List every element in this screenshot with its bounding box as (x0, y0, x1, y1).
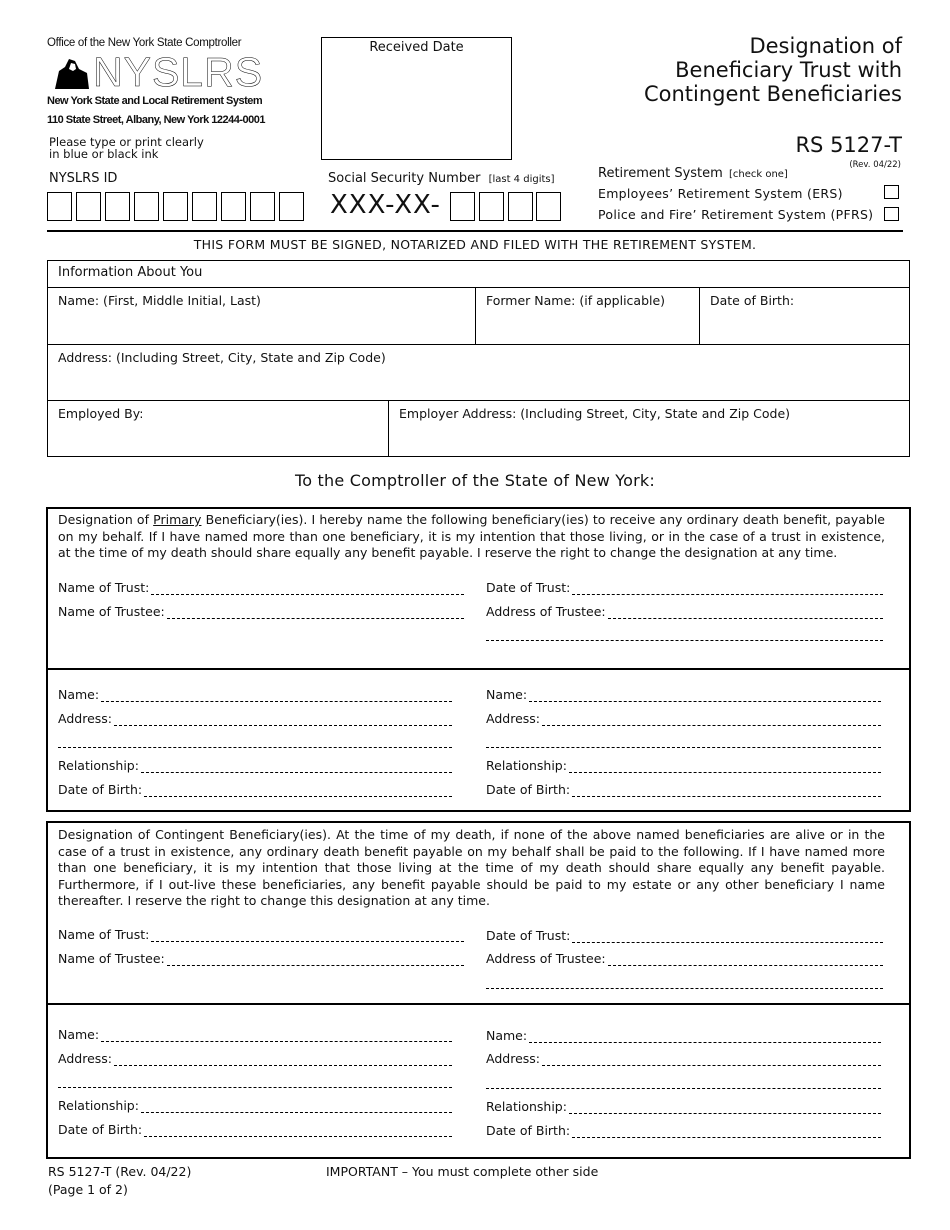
header-divider (47, 230, 903, 232)
former-name-field[interactable] (475, 287, 700, 344)
fill-line (572, 1127, 881, 1138)
primary-divider (46, 668, 911, 670)
contingent-beneficiary-1-name-field[interactable] (58, 1027, 452, 1042)
fill-line (572, 584, 883, 595)
primary-trust-name-field[interactable] (58, 580, 464, 595)
primary-lead-2: Beneficiary(ies). (201, 512, 308, 527)
logo-text: NYSLRS (93, 49, 264, 95)
agency-address: 110 State Street, Albany, New York 12244-0001 (47, 114, 266, 126)
former-name-label: Former Name: (if applicable) (486, 293, 666, 308)
contingent-beneficiary-1-address-field[interactable] (58, 1051, 452, 1066)
nyslrs-id-digit[interactable] (250, 192, 275, 221)
nyslrs-id-digit[interactable] (163, 192, 188, 221)
field-label: Address: (486, 1051, 540, 1066)
fill-line (144, 1126, 452, 1137)
instructions-line-1: Please type or print clearly (49, 135, 204, 149)
field-label: Name: (486, 687, 528, 702)
primary-body: I hereby name the following beneficiary(ies) to receive any ordinary death benefit, payable on my behalf. If I have named more than one beneficiary, it is my intention that those living, or in the case of a trust in existence, at the time of my death should share equally any benefit payable. I reserve the right to change the designation at any time. (58, 512, 885, 560)
primary-beneficiary-1-relationship-field[interactable] (58, 758, 452, 773)
primary-beneficiary-2-address-field[interactable] (486, 711, 881, 726)
field-label: Address: (486, 711, 540, 726)
contingent-divider (46, 1003, 911, 1005)
instructions (49, 136, 204, 160)
ssn-prefix: XXX-XX- (330, 190, 441, 220)
employer-address-field[interactable] (388, 400, 911, 457)
ssn-digit[interactable] (450, 192, 475, 221)
office-name: Office of the New York State Comptroller (47, 37, 242, 49)
fill-line (572, 932, 883, 943)
field-label: Date of Birth: (58, 782, 143, 797)
fill-line (529, 1032, 881, 1043)
fill-line (144, 786, 452, 797)
field-label: Name of Trustee: (58, 604, 165, 619)
fill-line (114, 715, 452, 726)
primary-beneficiary-1-dob-field[interactable] (58, 782, 452, 797)
fill-line (101, 1031, 452, 1042)
contingent-beneficiary-2-address-line-2[interactable] (486, 1088, 881, 1089)
field-label: Name: (58, 687, 100, 702)
footer-page: (Page 1 of 2) (48, 1182, 128, 1197)
ssn-hint: [last 4 digits] (488, 174, 555, 185)
nyslrs-id-digit[interactable] (192, 192, 217, 221)
field-label: Relationship: (486, 758, 567, 773)
address-label: Address: (Including Street, City, State and Zip Code) (58, 350, 386, 365)
name-field[interactable] (47, 287, 475, 344)
form-revision: (Rev. 04/22) (849, 160, 901, 170)
field-label: Relationship: (58, 1098, 139, 1113)
contingent-beneficiary-2-dob-field[interactable] (486, 1123, 881, 1138)
primary-trust-date-field[interactable] (486, 580, 883, 595)
received-date-label: Received Date (369, 40, 464, 55)
field-label: Relationship: (486, 1099, 567, 1114)
ssn-label (328, 171, 555, 186)
nyslrs-logo-icon (49, 55, 93, 95)
footer-important: IMPORTANT – You must complete other side (326, 1164, 599, 1179)
salutation: To the Comptroller of the State of New York: (295, 471, 655, 490)
form-number: RS 5127-T (795, 133, 902, 157)
info-heading: Information About You (58, 265, 203, 280)
ssn-digit[interactable] (479, 192, 504, 221)
contingent-trust-date-field[interactable] (486, 928, 883, 943)
notice: THIS FORM MUST BE SIGNED, NOTARIZED AND FILED WITH THE RETIREMENT SYSTEM. (193, 237, 757, 252)
retirement-system-text: Retirement System (598, 166, 723, 181)
fill-line (141, 762, 452, 773)
ers-checkbox[interactable] (884, 185, 899, 199)
form-title (644, 34, 902, 106)
fill-line (167, 955, 464, 966)
fill-line (569, 762, 881, 773)
fill-line (114, 1055, 452, 1066)
field-label: Address: (58, 711, 112, 726)
nyslrs-id-digit[interactable] (105, 192, 130, 221)
contingent-beneficiary-2-name-field[interactable] (486, 1028, 881, 1043)
retirement-system-label (598, 166, 788, 181)
title-line-2: Beneficiary Trust with (675, 58, 902, 82)
field-label: Name: (58, 1027, 100, 1042)
field-label: Relationship: (58, 758, 139, 773)
field-label: Name of Trustee: (58, 951, 165, 966)
fill-line (151, 931, 464, 942)
field-label: Date of Birth: (486, 1123, 571, 1138)
nyslrs-id-label: NYSLRS ID (49, 171, 118, 186)
title-line-3: Contingent Beneficiaries (643, 82, 902, 106)
field-label: Name: (486, 1028, 528, 1043)
contingent-trustee-address-line-2[interactable] (486, 988, 883, 989)
received-date-box (321, 37, 512, 160)
nyslrs-id-digit[interactable] (134, 192, 159, 221)
field-label: Name of Trust: (58, 580, 150, 595)
ssn-label-text: Social Security Number (328, 171, 481, 186)
retirement-system-hint: [check one] (728, 169, 788, 180)
field-label: Address: (58, 1051, 112, 1066)
primary-beneficiary-2-address-line-2[interactable] (486, 747, 881, 748)
nyslrs-id-digit[interactable] (76, 192, 101, 221)
fill-line (542, 1055, 881, 1066)
field-label: Date of Trust: (486, 928, 571, 943)
primary-beneficiary-2-dob-field[interactable] (486, 782, 881, 797)
agency-logo (47, 37, 277, 132)
contingent-beneficiary-2-address-field[interactable] (486, 1051, 881, 1066)
nyslrs-id-digit[interactable] (279, 192, 304, 221)
primary-trustee-address-field[interactable] (486, 604, 883, 619)
primary-beneficiary-2-relationship-field[interactable] (486, 758, 881, 773)
contingent-statement: Designation of Contingent Beneficiary(ies). At the time of my death, if none of the above named beneficiaries are alive or in the case of a trust in existence, any ordinary death benefit payable on my behalf shall be paid to the following. If I have named more than one beneficiary, it is my intention that those living at the time of my death should share equally any benefit payable. Furthermore, if I out-live these beneficiaries, any benefit payable should be paid to my estate or any other beneficiary I name thereafter. I reserve the right to change this designation at any time. (58, 827, 885, 908)
fill-line (529, 691, 881, 702)
fill-line (572, 786, 881, 797)
contingent-trust-name-field[interactable] (58, 927, 464, 942)
contingent-trustee-address-field[interactable] (486, 951, 883, 966)
dob-label: Date of Birth: (710, 293, 795, 308)
fill-line (167, 608, 464, 619)
primary-beneficiary-2-name-field[interactable] (486, 687, 881, 702)
pfrs-checkbox[interactable] (884, 207, 899, 221)
nyslrs-id-input[interactable] (47, 192, 305, 222)
field-label: Date of Birth: (486, 782, 571, 797)
fill-line (542, 715, 881, 726)
address-field[interactable] (47, 344, 910, 400)
nyslrs-id-digit[interactable] (221, 192, 246, 221)
footer-form-rev: RS 5127-T (Rev. 04/22) (48, 1164, 192, 1179)
pfrs-option-label: Police and Fire’ Retirement System (PFRS) (598, 207, 874, 222)
fill-line (569, 1103, 881, 1114)
primary-lead-1: Designation of (58, 512, 154, 527)
fill-line (151, 584, 464, 595)
fill-line (608, 955, 883, 966)
fill-line (141, 1102, 452, 1113)
contingent-trustee-name-field[interactable] (58, 951, 464, 966)
contingent-beneficiary-1-dob-field[interactable] (58, 1122, 452, 1137)
contingent-beneficiary-2-relationship-field[interactable] (486, 1099, 881, 1114)
primary-trustee-address-line-2[interactable] (486, 640, 883, 641)
employer-address-label: Employer Address: (Including Street, City, State and Zip Code) (399, 406, 791, 421)
primary-trustee-name-field[interactable] (58, 604, 464, 619)
title-line-1: Designation of (749, 34, 902, 58)
employed-by-field[interactable] (47, 400, 388, 457)
ssn-digit[interactable] (508, 192, 533, 221)
field-label: Name of Trust: (58, 927, 150, 942)
primary-statement (58, 512, 885, 562)
primary-beneficiary-1-address-line-2[interactable] (58, 747, 452, 748)
contingent-beneficiary-1-relationship-field[interactable] (58, 1098, 452, 1113)
ssn-input[interactable] (450, 192, 562, 222)
nyslrs-id-digit[interactable] (47, 192, 72, 221)
field-label: Date of Trust: (486, 580, 571, 595)
ers-option-label: Employees’ Retirement System (ERS) (598, 186, 843, 201)
name-field-label: Name: (First, Middle Initial, Last) (58, 293, 261, 308)
field-label: Address of Trustee: (486, 951, 606, 966)
ssn-digit[interactable] (536, 192, 561, 221)
primary-lead-underlined: Primary (153, 512, 202, 527)
contingent-beneficiary-1-address-line-2[interactable] (58, 1087, 452, 1088)
fill-line (608, 608, 883, 619)
instructions-line-2: in blue or black ink (49, 147, 159, 161)
field-label: Date of Birth: (58, 1122, 143, 1137)
system-name: New York State and Local Retirement System (47, 95, 263, 107)
field-label: Address of Trustee: (486, 604, 606, 619)
dob-field[interactable] (699, 287, 911, 344)
primary-beneficiary-1-address-field[interactable] (58, 711, 452, 726)
employed-by-label: Employed By: (58, 406, 144, 421)
primary-beneficiary-1-name-field[interactable] (58, 687, 452, 702)
fill-line (101, 691, 452, 702)
